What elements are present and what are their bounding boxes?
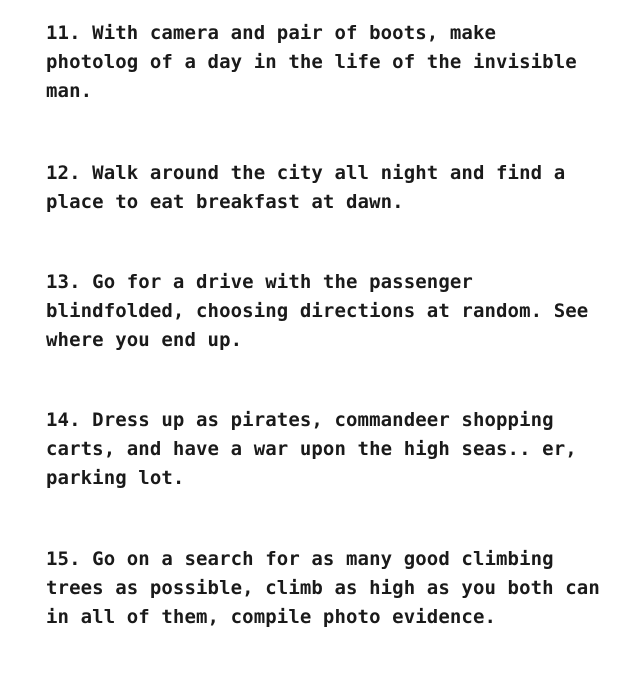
list-item-11 [46, 19, 606, 106]
list-item-line: place to eat breakfast at dawn. [46, 191, 404, 213]
list-item-line: 12. Walk around the city all night and find a [46, 162, 566, 184]
list-item-line: trees as possible, climb as high as you both can [46, 577, 600, 599]
list-item-line: where you end up. [46, 329, 243, 351]
list-item-14 [46, 406, 606, 493]
list-item-line: 15. Go on a search for as many good climbing [46, 548, 554, 570]
list-item-line: 11. With camera and pair of boots, make [46, 22, 497, 44]
list-item-line: photolog of a day in the life of the invisible [46, 51, 577, 73]
list-item-line: carts, and have a war upon the high seas.. er, [46, 438, 577, 460]
list-item-line: man. [46, 80, 93, 102]
list-item-line: parking lot. [46, 467, 185, 489]
list-item-line: 13. Go for a drive with the passenger [46, 271, 473, 293]
list-item-line: in all of them, compile photo evidence. [46, 606, 497, 628]
list-item-12 [46, 159, 606, 217]
list-item-15 [46, 545, 606, 632]
list-item-13 [46, 268, 606, 355]
list-item-line: blindfolded, choosing directions at random. See [46, 300, 589, 322]
list-item-line: 14. Dress up as pirates, commandeer shopping [46, 409, 554, 431]
